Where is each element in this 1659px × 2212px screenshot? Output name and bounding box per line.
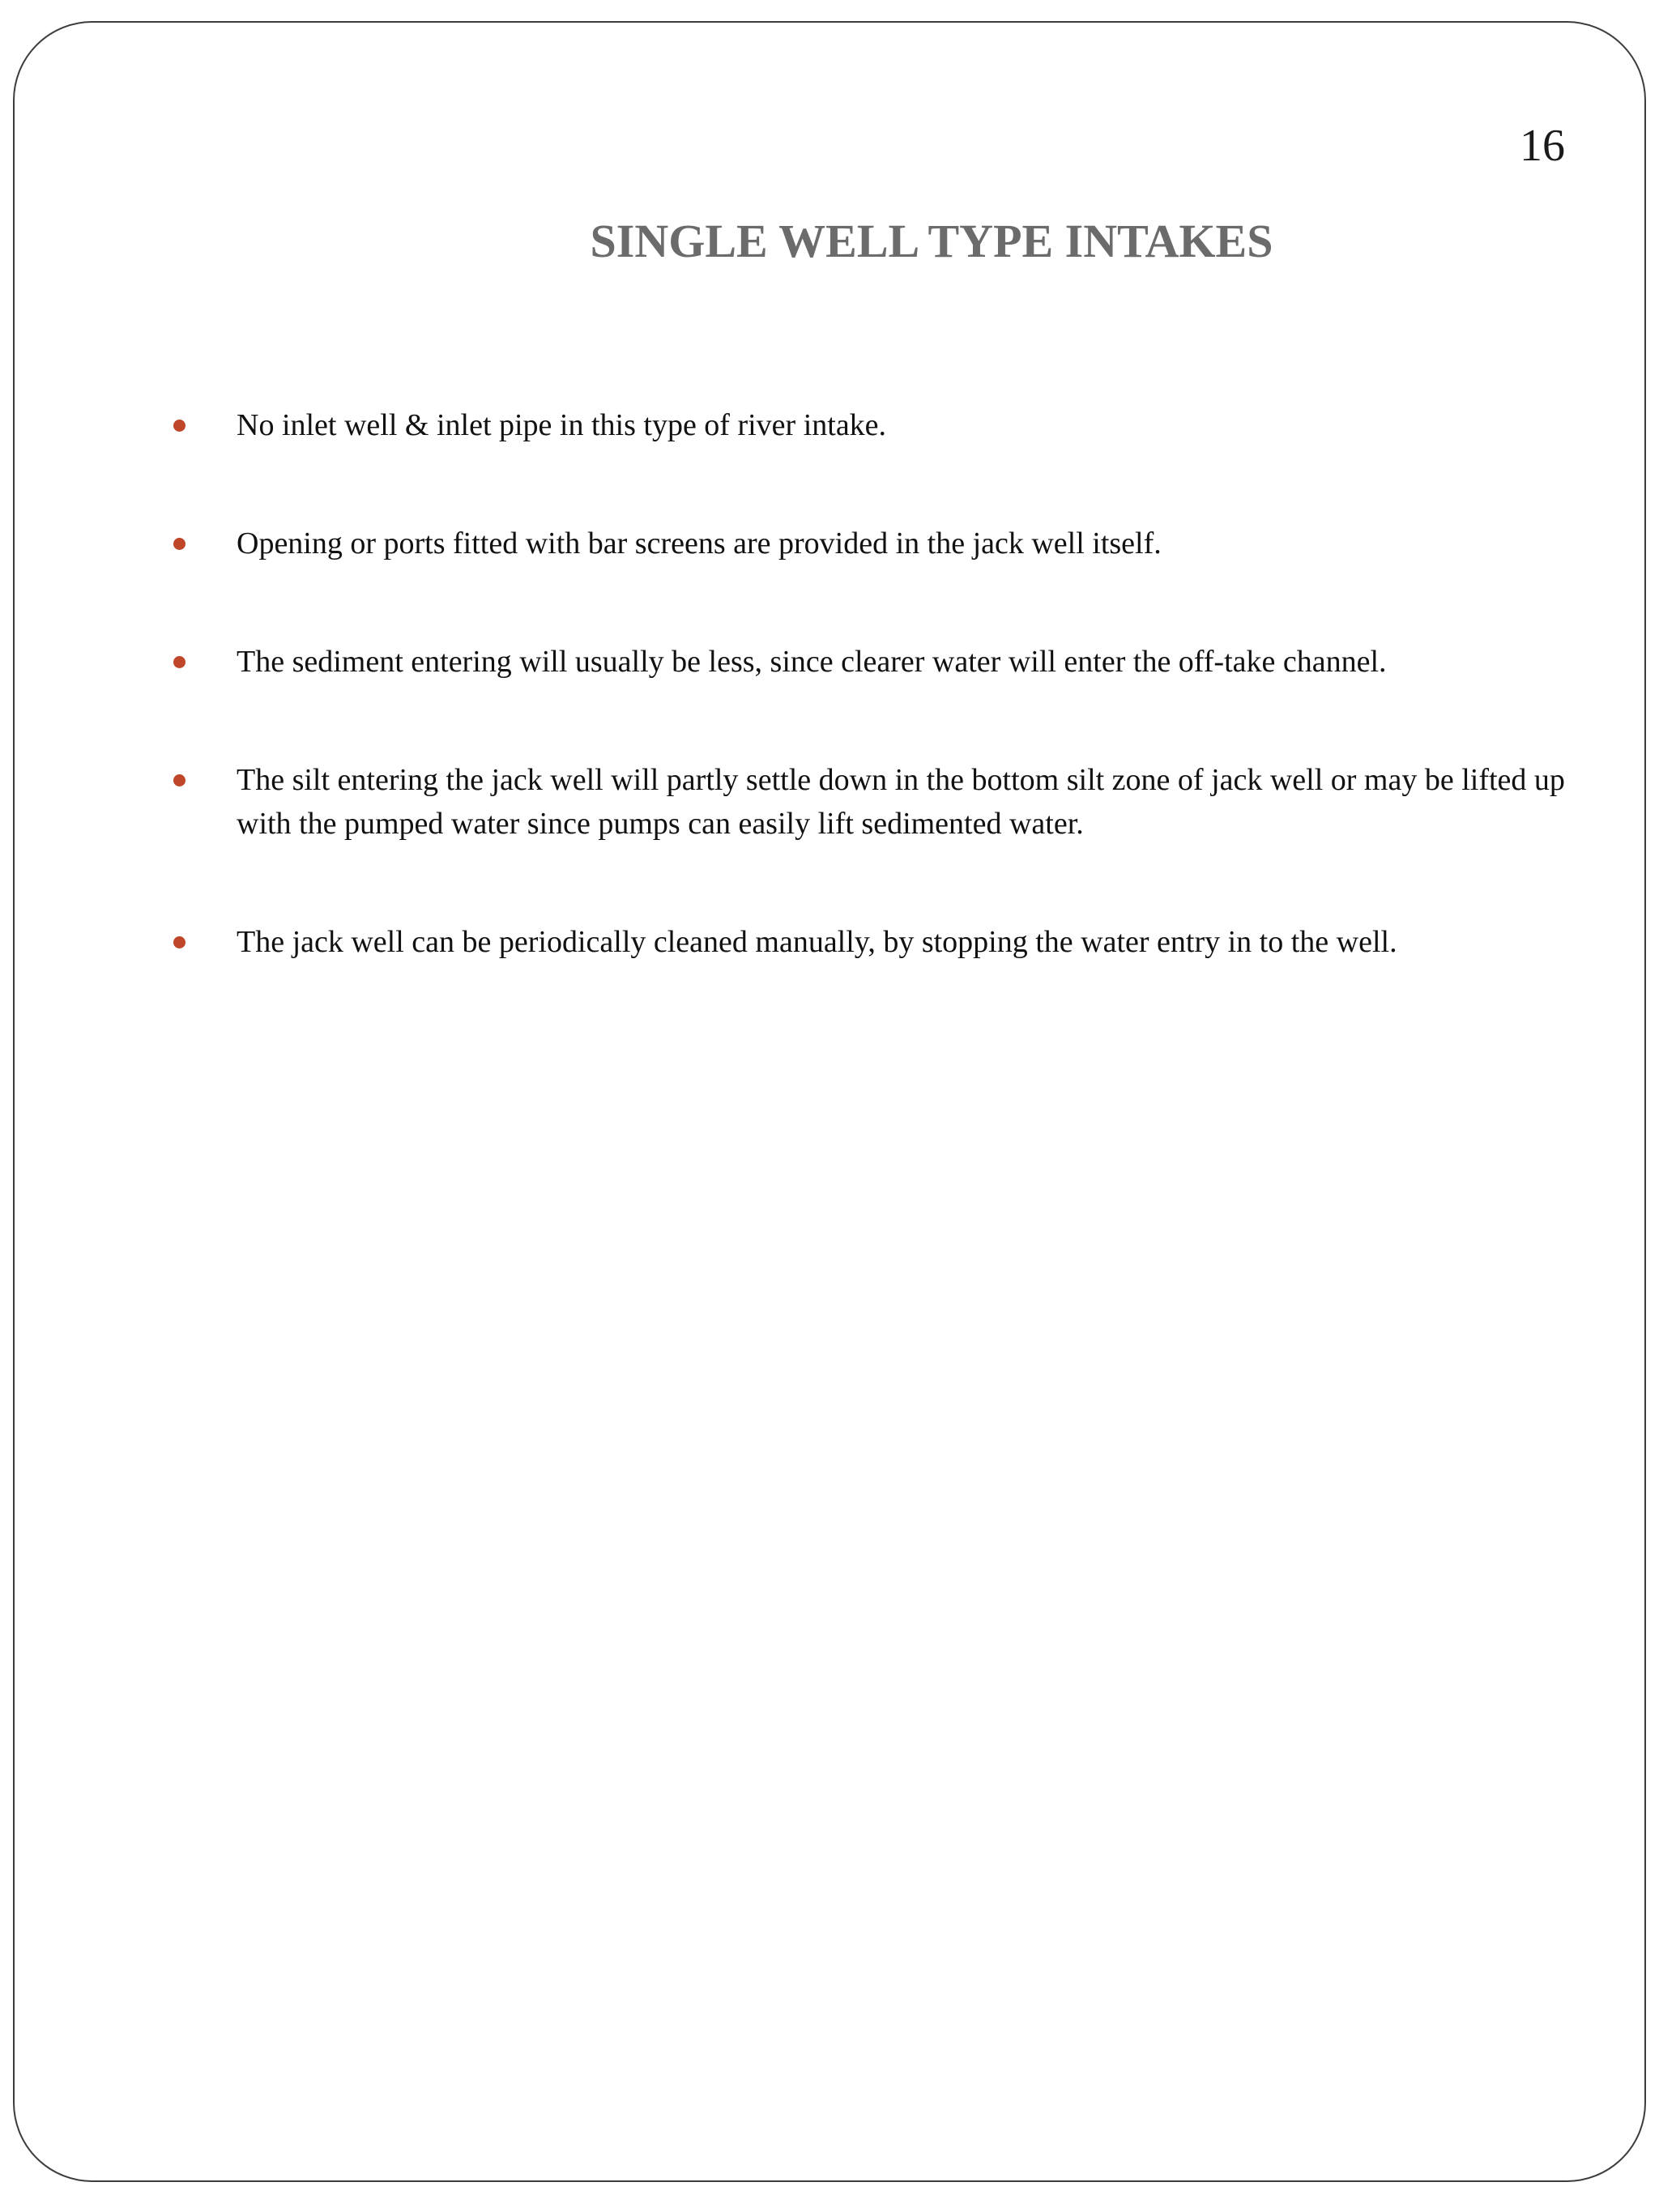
bullet-dot-icon — [173, 936, 186, 948]
bullet-item — [162, 640, 1572, 684]
bullet-dot-icon — [173, 656, 186, 668]
bullet-text: The sediment entering will usually be less, since clearer water will enter the off-take channel. — [237, 645, 1387, 679]
bullet-item — [162, 403, 1572, 447]
page-number: 16 — [1520, 121, 1565, 171]
bullet-dot-icon — [173, 420, 186, 432]
bullet-item — [162, 522, 1572, 565]
slide-title: SINGLE WELL TYPE INTAKES — [590, 215, 1273, 267]
bullet-item — [162, 758, 1572, 846]
bullet-list — [162, 403, 1572, 1038]
bullet-text: The silt entering the jack well will partly settle down in the bottom silt zone of jack well or may be lifted up with the pumped water since pumps can easily lift sedimented water. — [237, 763, 1565, 841]
bullet-item — [162, 920, 1572, 964]
bullet-text: No inlet well & inlet pipe in this type of river intake. — [237, 408, 887, 442]
slide-frame — [13, 21, 1646, 2182]
bullet-dot-icon — [173, 538, 186, 550]
bullet-text: The jack well can be periodically cleaned manually, by stopping the water entry in to the well. — [237, 925, 1397, 959]
bullet-text: Opening or ports fitted with bar screens are provided in the jack well itself. — [237, 526, 1162, 560]
bullet-dot-icon — [173, 774, 186, 786]
